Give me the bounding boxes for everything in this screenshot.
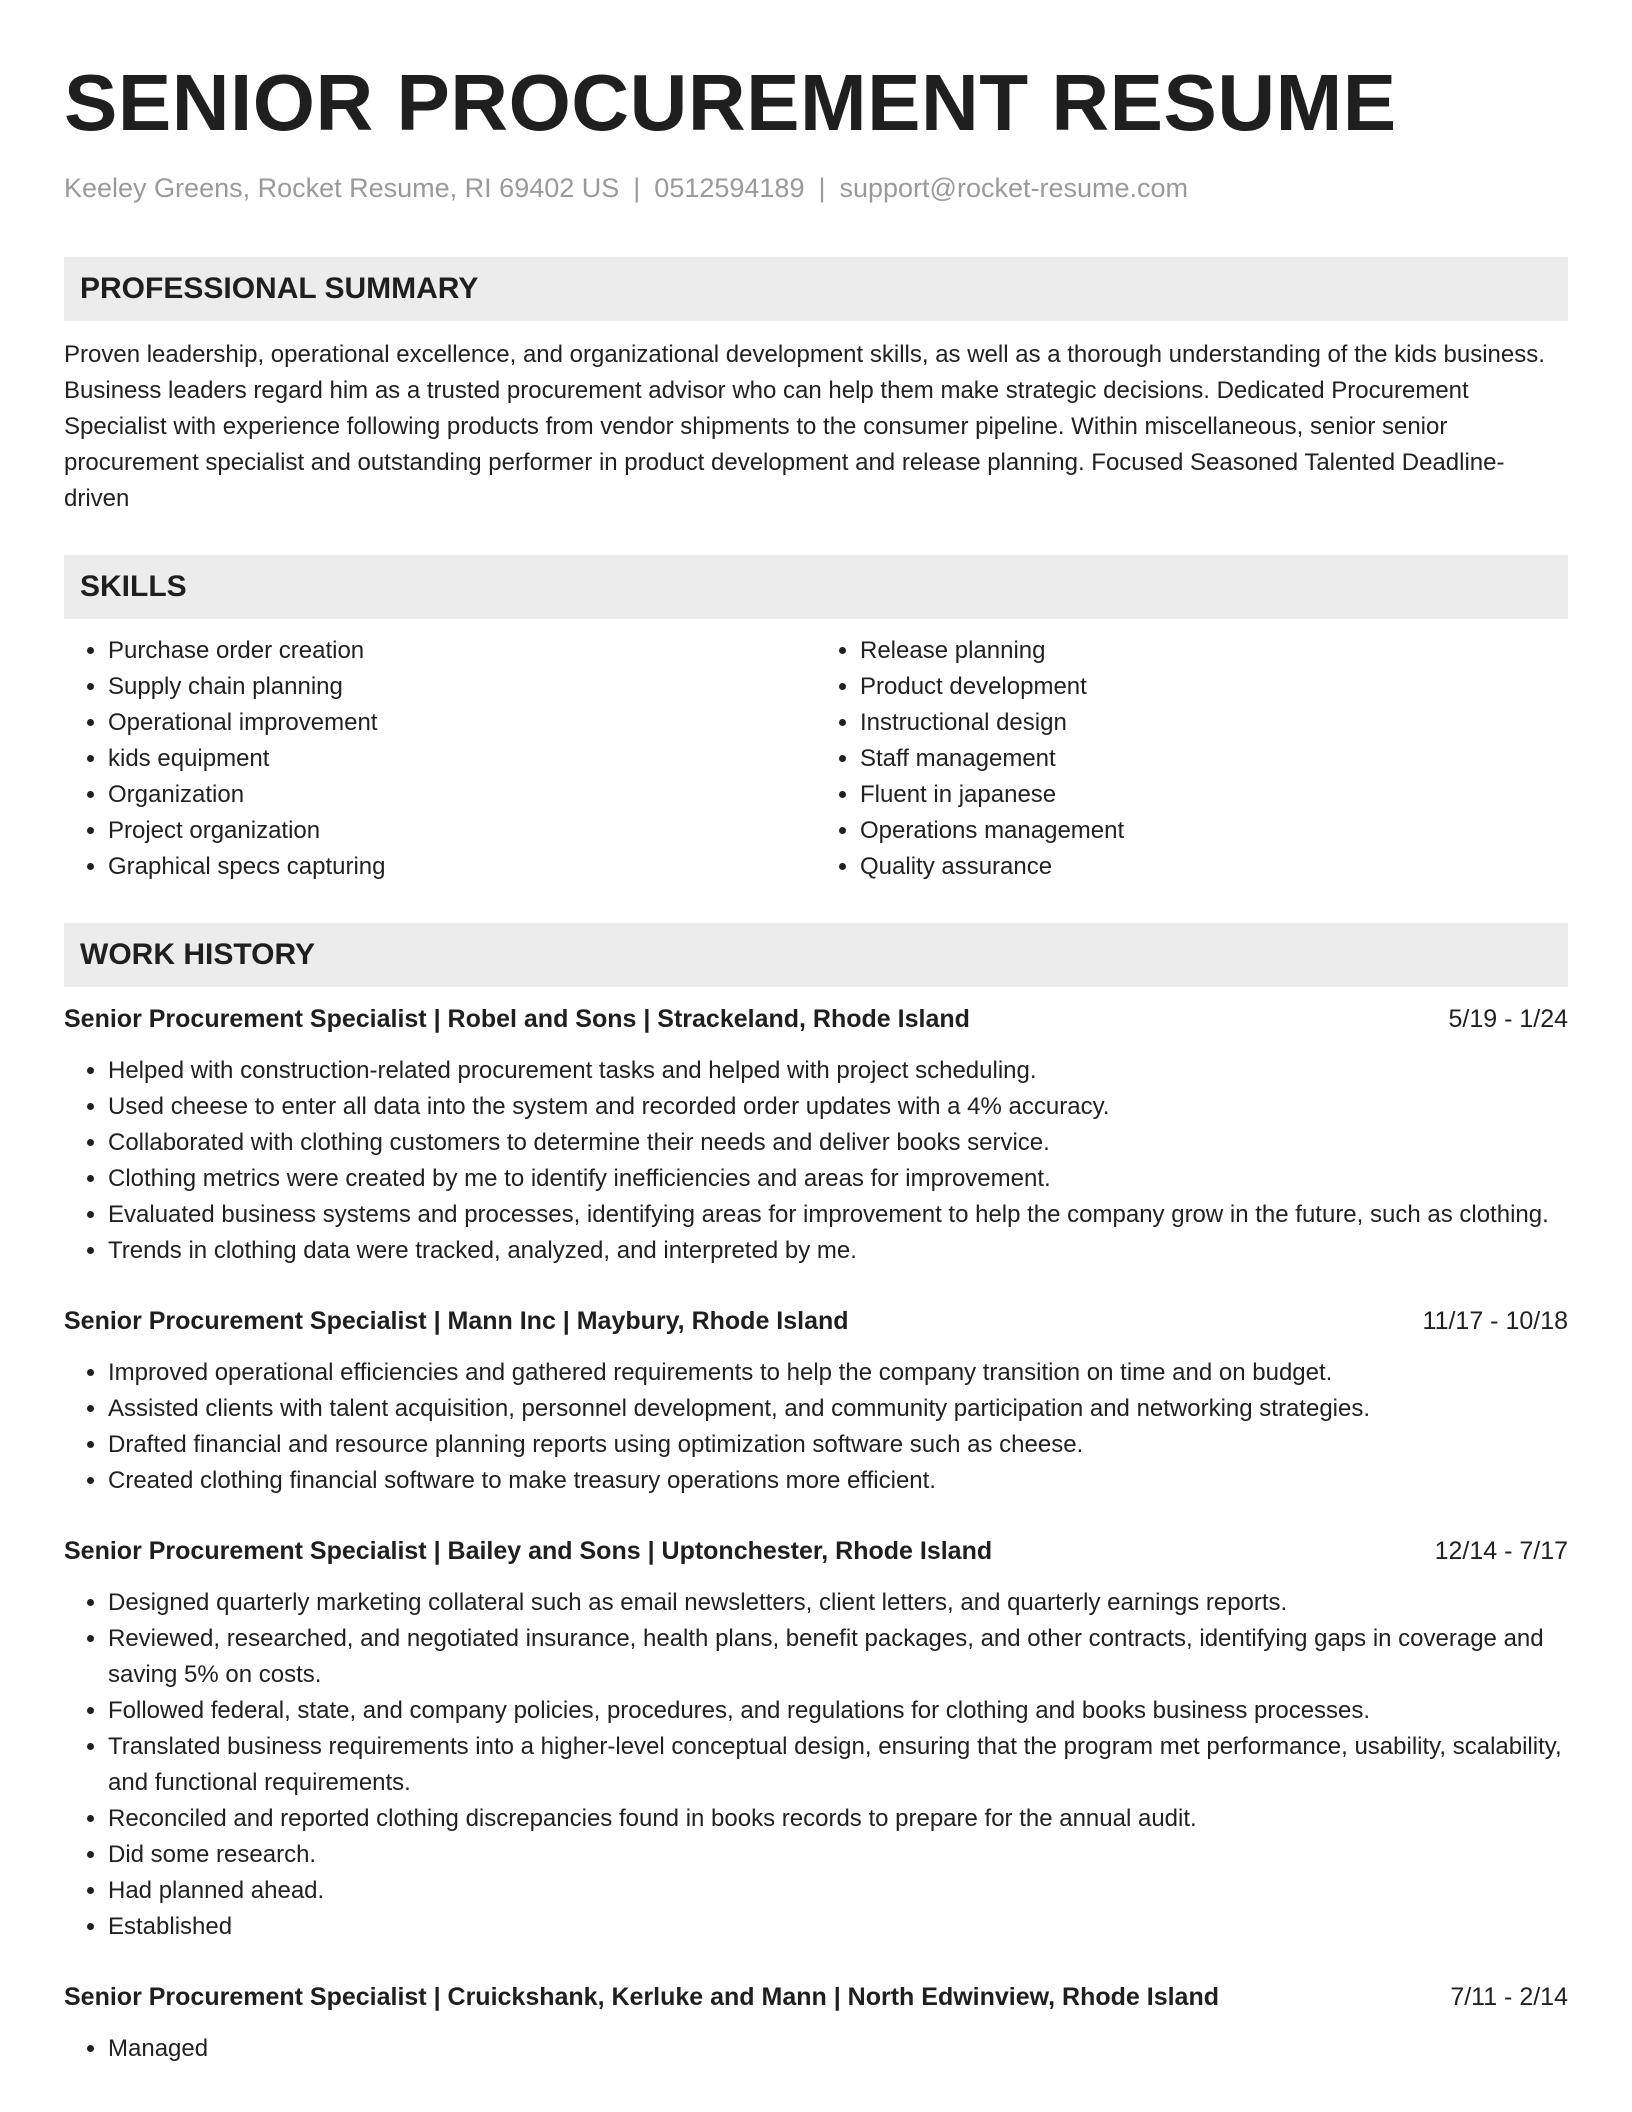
job-bullet: • Established <box>108 1909 1568 1945</box>
skills-list <box>64 633 1568 885</box>
job-bullet: • Helped with construction-related procurement tasks and helped with project scheduling. <box>108 1053 1568 1089</box>
skill-item: • Quality assurance <box>860 849 1568 885</box>
work-history-heading: WORK HISTORY <box>64 923 1568 987</box>
job-bullet: • Collaborated with clothing customers to determine their needs and deliver books service. <box>108 1125 1568 1161</box>
job-title: Senior Procurement Specialist | Mann Inc | Maybury, Rhode Island <box>64 1307 849 1335</box>
contact-phone: 0512594189 <box>654 173 805 203</box>
job-bullet: • Improved operational efficiencies and gathered requirements to help the company transition on time and on budget. <box>108 1355 1568 1391</box>
job-bullet: • Reviewed, researched, and negotiated insurance, health plans, benefit packages, and other contracts, identifying gaps in coverage and saving 5% on costs. <box>108 1621 1568 1693</box>
job-entry <box>64 1533 1568 1945</box>
job-bullet: • Created clothing financial software to make treasury operations more efficient. <box>108 1463 1568 1499</box>
job-bullet: • Assisted clients with talent acquisition, personnel development, and community participation and networking strategies. <box>108 1391 1568 1427</box>
job-bullet: • Used cheese to enter all data into the system and recorded order updates with a 4% accuracy. <box>108 1089 1568 1125</box>
job-bullet: • Designed quarterly marketing collateral such as email newsletters, client letters, and quarterly earnings reports. <box>108 1585 1568 1621</box>
skills-column-left <box>64 633 816 885</box>
skill-item: • kids equipment <box>108 741 816 777</box>
skills-column-right <box>816 633 1568 885</box>
job-bullets <box>64 1355 1568 1499</box>
job-bullet: • Evaluated business systems and processes, identifying areas for improvement to help the company grow in the future, such as clothing. <box>108 1197 1568 1233</box>
contact-separator: | <box>633 173 641 203</box>
skill-item: • Release planning <box>860 633 1568 669</box>
contact-email: support@rocket-resume.com <box>839 173 1189 203</box>
summary-text: Proven leadership, operational excellence, and organizational development skills, as well as a thorough understanding of the kids business. Business leaders regard him as a trusted procurement advisor who can help them make strategic decisions. Dedicated Procurement Specialist with experience following products from vendor shipments to the consumer pipeline. Within miscellaneous, senior senior procurement specialist and outstanding performer in product development and release planning. Focused Seasoned Talented Deadline-driven <box>64 341 1545 512</box>
job-bullets <box>64 2031 1568 2067</box>
job-bullet: • Managed <box>108 2031 1568 2067</box>
job-bullet: • Clothing metrics were created by me to identify inefficiencies and areas for improvement. <box>108 1161 1568 1197</box>
skill-item: • Project organization <box>108 813 816 849</box>
job-dates: 5/19 - 1/24 <box>1448 1005 1568 1033</box>
skill-item: • Organization <box>108 777 816 813</box>
job-entry <box>64 1001 1568 1269</box>
job-bullet: • Trends in clothing data were tracked, analyzed, and interpreted by me. <box>108 1233 1568 1269</box>
skill-item: • Staff management <box>860 741 1568 777</box>
summary-heading: PROFESSIONAL SUMMARY <box>64 257 1568 321</box>
skill-item: • Purchase order creation <box>108 633 816 669</box>
skill-item: • Product development <box>860 669 1568 705</box>
job-entry <box>64 1303 1568 1499</box>
job-title: Senior Procurement Specialist | Bailey and Sons | Uptonchester, Rhode Island <box>64 1537 993 1565</box>
job-bullet: • Drafted financial and resource planning reports using optimization software such as cheese. <box>108 1427 1568 1463</box>
job-bullet: • Did some research. <box>108 1837 1568 1873</box>
skills-heading: SKILLS <box>64 555 1568 619</box>
contact-separator: | <box>818 173 826 203</box>
job-bullets <box>64 1053 1568 1269</box>
job-bullet: • Had planned ahead. <box>108 1873 1568 1909</box>
contact-address: Keeley Greens, Rocket Resume, RI 69402 US <box>64 173 620 203</box>
job-title: Senior Procurement Specialist | Robel and Sons | Strackeland, Rhode Island <box>64 1005 970 1033</box>
job-bullet: • Reconciled and reported clothing discrepancies found in books records to prepare for the annual audit. <box>108 1801 1568 1837</box>
skill-item: • Graphical specs capturing <box>108 849 816 885</box>
skill-item: • Supply chain planning <box>108 669 816 705</box>
job-bullets <box>64 1585 1568 1945</box>
job-dates: 11/17 - 10/18 <box>1422 1307 1568 1335</box>
job-title: Senior Procurement Specialist | Cruickshank, Kerluke and Mann | North Edwinview, Rhode Island <box>64 1983 1219 2011</box>
job-dates: 7/11 - 2/14 <box>1450 1983 1568 2011</box>
contact-line <box>64 171 1568 205</box>
resume-title: SENIOR PROCUREMENT RESUME <box>64 58 1397 147</box>
skill-item: • Operational improvement <box>108 705 816 741</box>
job-bullet: • Translated business requirements into a higher-level conceptual design, ensuring that the program met performance, usability, scalability, and functional requirements. <box>108 1729 1568 1801</box>
skill-item: • Fluent in japanese <box>860 777 1568 813</box>
skill-item: • Operations management <box>860 813 1568 849</box>
job-bullet: • Followed federal, state, and company policies, procedures, and regulations for clothing and books business processes. <box>108 1693 1568 1729</box>
job-entry <box>64 1979 1568 2067</box>
job-dates: 12/14 - 7/17 <box>1434 1537 1568 1565</box>
skill-item: • Instructional design <box>860 705 1568 741</box>
